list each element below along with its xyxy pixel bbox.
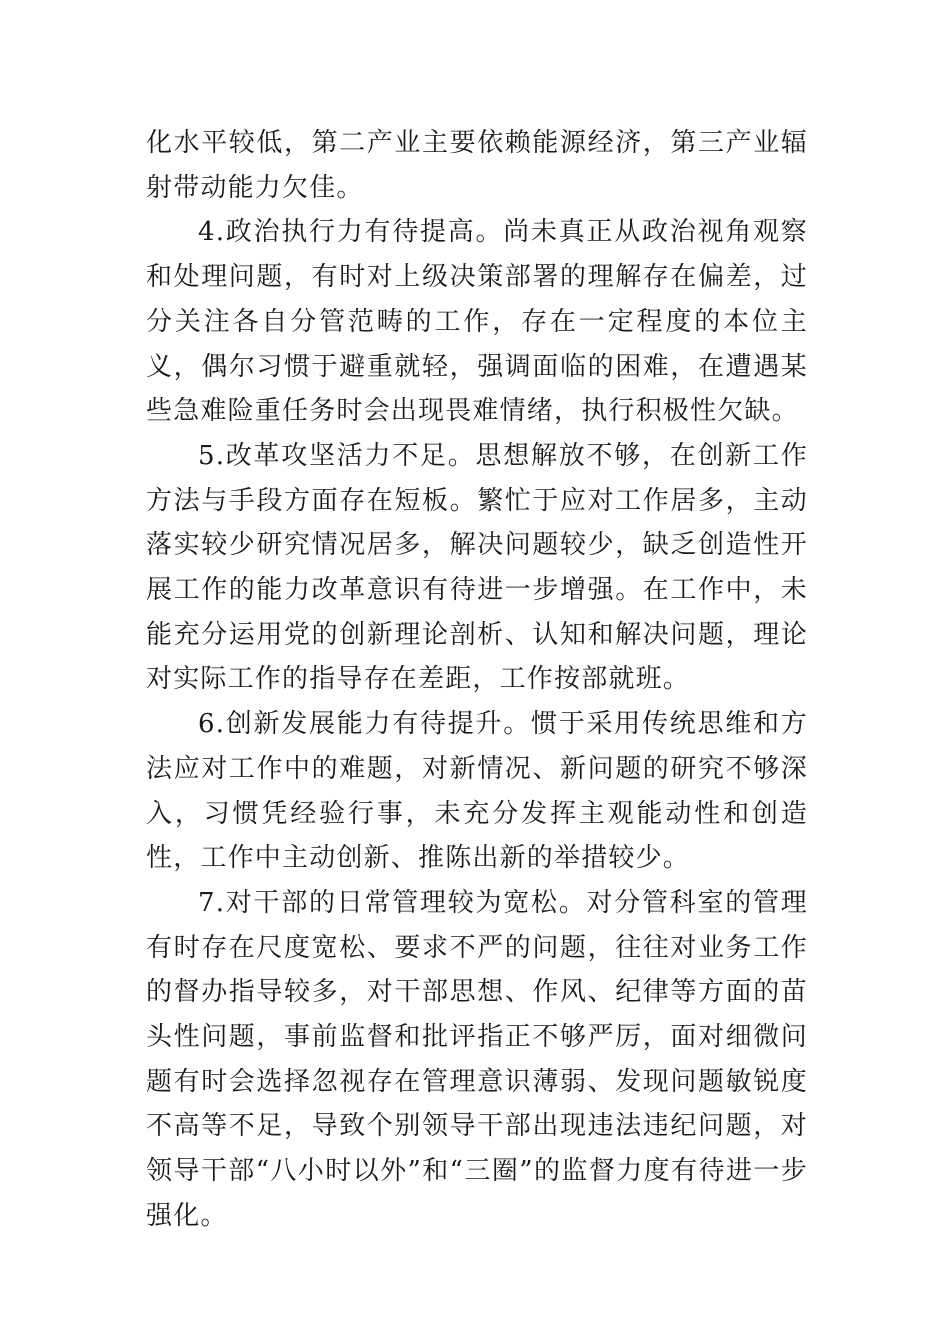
paragraph-continuation: 化水平较低，第二产业主要依赖能源经济，第三产业辐射带动能力欠佳。 [146, 128, 808, 203]
document-body [146, 121, 808, 1239]
paragraph-item-5: 5.改革攻坚活力不足。思想解放不够，在创新工作方法与手段方面存在短板。繁忙于应对工作居多，主动落实较少研究情况居多，解决问题较少，缺乏创造性开展工作的能力改革意识有待进一步增强。在工作中，未能充分运用党的创新理论剖析、认知和解决问题，理论对实际工作的指导存在差距，工作按部就班。 [146, 440, 808, 695]
paragraph-item-4: 4.政治执行力有待提高。尚未真正从政治视角观察和处理问题，有时对上级决策部署的理解存在偏差，过分关注各自分管范畴的工作，存在一定程度的本位主义，偶尔习惯于避重就轻，强调面临的困难，在遭遇某些急难险重任务时会出现畏难情绪，执行积极性欠缺。 [146, 217, 808, 427]
paragraph-item-6: 6.创新发展能力有待提升。惯于采用传统思维和方法应对工作中的难题，对新情况、新问题的研究不够深入，习惯凭经验行事，未充分发挥主观能动性和创造性，工作中主动创新、推陈出新的举措较少。 [146, 709, 808, 874]
paragraph-item-7: 7.对干部的日常管理较为宽松。对分管科室的管理有时存在尺度宽松、要求不严的问题，往往对业务工作的督办指导较多，对干部思想、作风、纪律等方面的苗头性问题，事前监督和批评指正不够严厉，面对细微问题有时会选择忽视存在管理意识薄弱、发现问题敏锐度不高等不足，导致个别领导干部出现违法违纪问题，对领导干部“八小时以外”和“三圈”的监督力度有待进一步强化。 [146, 887, 808, 1231]
